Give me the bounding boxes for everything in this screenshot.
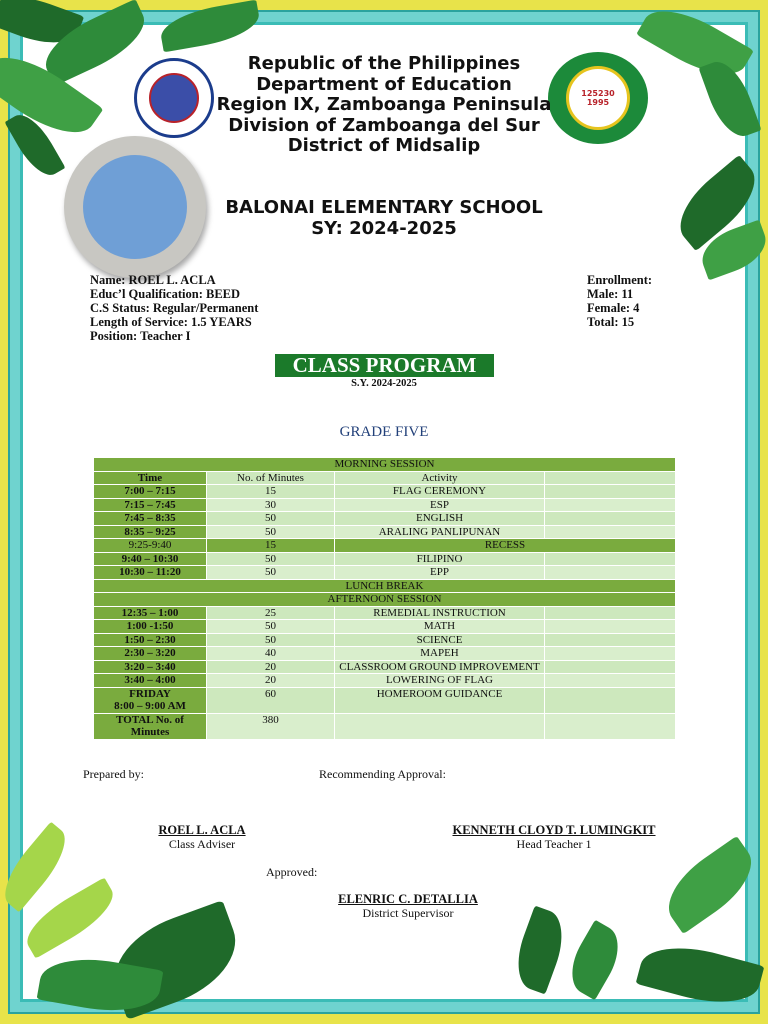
row-minutes: 50 [207,525,335,539]
header-blank [545,471,676,485]
enrollment-total: Total: 15 [587,315,635,329]
grade-level: GRADE FIVE [339,424,429,440]
header-department: Department of Education [256,73,512,95]
morning-session-row [94,458,676,472]
row-blank [545,552,676,566]
row-time: 7:45 – 8:35 [94,512,207,526]
adviser-title: Class Adviser [168,837,236,851]
recommending-label: Recommending Approval: [319,767,446,781]
teacher-qualification: Educ’l Qualification: BEED [90,287,241,301]
supervisor-name: ELENRIC C. DETALLIA [338,892,478,906]
friday-minutes: 60 [207,687,335,713]
supervisor-signature [294,892,522,920]
header-region: Region IX, Zamboanga Peninsula [216,94,552,115]
adviser-name: ROEL L. ACLA [158,823,246,837]
row-blank [545,687,676,713]
row-blank [545,566,676,580]
row-activity: CLASSROOM GROUND IMPROVEMENT [335,660,545,674]
row-blank [545,606,676,620]
row-blank [545,525,676,539]
total-label-line2: Minutes [130,726,170,738]
school-seal-year: 1995 [586,98,610,107]
school-seal-code: 125230 [581,89,615,98]
table-row [94,620,676,634]
row-minutes: 30 [207,498,335,512]
recess-minutes: 15 [207,539,335,553]
table-row [94,552,676,566]
row-activity: REMEDIAL INSTRUCTION [335,606,545,620]
row-activity: ESP [335,498,545,512]
row-minutes: 50 [207,620,335,634]
row-blank [545,620,676,634]
row-activity: SCIENCE [335,633,545,647]
row-activity: MAPEH [335,647,545,661]
table-row [94,606,676,620]
teacher-status: C.S Status: Regular/Permanent [90,301,259,315]
row-activity: EPP [335,566,545,580]
friday-time [94,687,207,713]
total-label [94,713,207,739]
class-program-sy: S.Y. 2024-2025 [351,378,417,389]
row-blank [545,713,676,739]
row-activity: ARALING PANLIPUNAN [335,525,545,539]
recess-time: 9:25-9:40 [94,539,207,553]
teacher-info [90,273,258,343]
class-program-title: CLASS PROGRAM [275,354,494,377]
lunch-break-row [94,579,676,593]
row-blank [545,674,676,688]
table-row [94,647,676,661]
row-minutes: 20 [207,674,335,688]
row-time: 7:00 – 7:15 [94,485,207,499]
row-activity: ENGLISH [335,512,545,526]
supervisor-title: District Supervisor [362,906,454,920]
morning-session-label: MORNING SESSION [94,458,676,472]
total-label-line1: TOTAL No. of [116,713,184,726]
head-teacher-name: KENNETH CLOYD T. LUMINGKIT [452,823,656,837]
enrollment-label: Enrollment: [587,273,653,287]
afternoon-session-label: AFTERNOON SESSION [94,593,676,607]
row-blank [545,512,676,526]
row-minutes: 50 [207,566,335,580]
row-minutes: 20 [207,660,335,674]
approved-label: Approved: [266,865,318,879]
friday-hours: 8:00 – 9:00 AM [114,700,186,712]
table-row [94,498,676,512]
row-time: 9:40 – 10:30 [94,552,207,566]
afternoon-session-row [94,593,676,607]
row-blank [545,660,676,674]
row-activity: MATH [335,620,545,634]
row-time: 1:50 – 2:30 [94,633,207,647]
table-row [94,485,676,499]
table-row [94,566,676,580]
prepared-by-label: Prepared by: [83,767,144,781]
head-teacher-title: Head Teacher 1 [516,837,592,851]
header-minutes: No. of Minutes [207,471,335,485]
head-teacher-signature [424,823,684,851]
friday-activity: HOMEROOM GUIDANCE [335,687,545,713]
header-time: Time [94,471,207,485]
header-division: Division of Zamboanga del Sur [228,114,540,136]
row-blank [545,647,676,661]
table-row [94,633,676,647]
row-activity: LOWERING OF FLAG [335,674,545,688]
table-row [94,674,676,688]
row-blank [545,633,676,647]
recess-row [94,539,676,553]
school-year: SY: 2024-2025 [311,217,457,239]
row-minutes: 40 [207,647,335,661]
row-activity: FILIPINO [335,552,545,566]
school-block [0,198,768,239]
row-time: 10:30 – 11:20 [94,566,207,580]
friday-day: FRIDAY [129,687,171,700]
enrollment-info [587,273,652,329]
class-schedule-table [93,457,676,740]
table-row [94,660,676,674]
table-header-row [94,471,676,485]
row-blank [335,713,545,739]
lunch-break-label: LUNCH BREAK [94,579,676,593]
friday-row [94,687,676,713]
row-blank [545,485,676,499]
row-time: 8:35 – 9:25 [94,525,207,539]
total-minutes: 380 [207,713,335,739]
teacher-position: Position: Teacher I [90,329,191,343]
row-minutes: 25 [207,606,335,620]
teacher-name: Name: ROEL L. ACLA [90,273,216,287]
row-time: 3:40 – 4:00 [94,674,207,688]
row-time: 2:30 – 3:20 [94,647,207,661]
row-blank [545,498,676,512]
enrollment-male: Male: 11 [587,287,634,301]
teacher-service: Length of Service: 1.5 YEARS [90,315,252,329]
total-row [94,713,676,739]
row-minutes: 50 [207,512,335,526]
adviser-signature [118,823,286,851]
row-time: 12:35 – 1:00 [94,606,207,620]
row-time: 7:15 – 7:45 [94,498,207,512]
header-activity: Activity [335,471,545,485]
row-minutes: 50 [207,552,335,566]
table-row [94,512,676,526]
table-row [94,525,676,539]
row-activity: FLAG CEREMONY [335,485,545,499]
document-header [0,54,768,157]
header-district: District of Midsalip [287,135,481,156]
row-minutes: 50 [207,633,335,647]
row-time: 3:20 – 3:40 [94,660,207,674]
school-name: BALONAI ELEMENTARY SCHOOL [225,197,543,218]
recess-activity: RECESS [335,539,676,553]
enrollment-female: Female: 4 [587,301,640,315]
row-time: 1:00 -1:50 [94,620,207,634]
row-minutes: 15 [207,485,335,499]
header-republic: Republic of the Philippines [247,53,521,74]
